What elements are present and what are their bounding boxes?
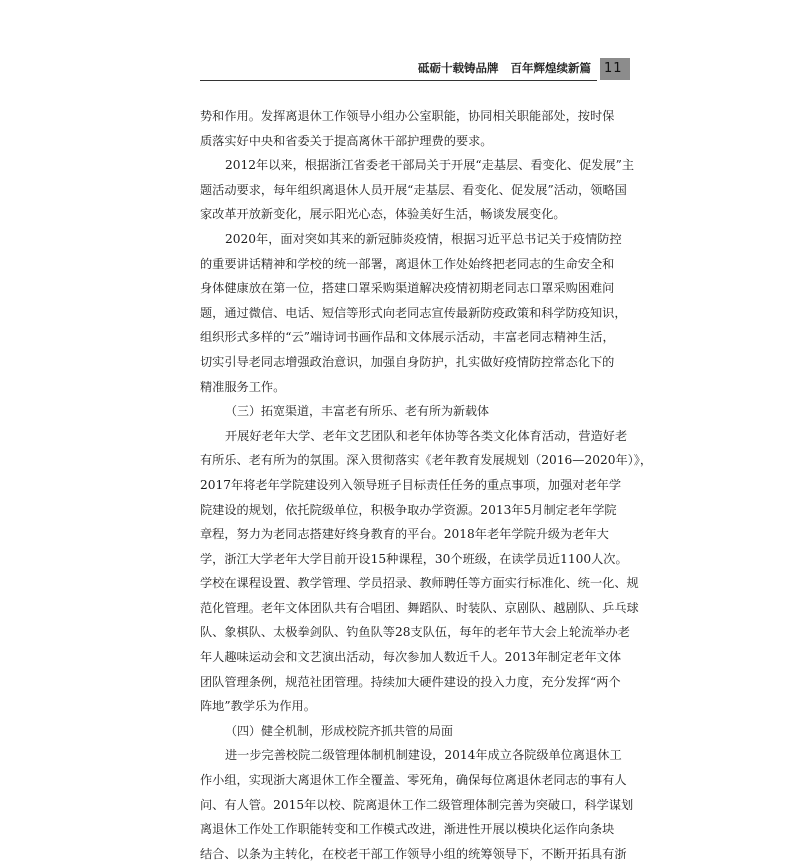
body-line: 题，通过微信、电话、短信等形式向老同志宣传最新防疫政策和科学防疫知识， <box>200 305 627 320</box>
body-line: 质落实好中央和省委关于提高离休干部护理费的要求。 <box>200 133 493 148</box>
body-line: 开展好老年大学、老年文艺团队和老年体协等各类文化体育活动，营造好老 <box>225 428 628 443</box>
body-line: 离退休工作处工作职能转变和工作模式改进，渐进性开展以模块化运作向条块 <box>200 822 615 837</box>
body-line: 结合、以条为主转化，在校老干部工作领导小组的统筹领导下，不断开拓具有浙 <box>200 846 627 861</box>
section-heading: （三）拓宽渠道，丰富老有所乐、老有所为新载体 <box>225 404 490 419</box>
section-heading: （四）健全机制，形成校院齐抓共管的局面 <box>225 723 454 738</box>
body-line: 题活动要求，每年组织离退休人员开展“走基层、看变化、促发展”活动，领略国 <box>200 182 627 197</box>
body-line: 年人趣味运动会和文艺演出活动，每次参加人数近千人。2013年制定老年文体 <box>200 650 622 665</box>
body-line: 作小组，实现浙大离退休工作全覆盖、零死角，确保每位离退休老同志的事有人 <box>200 773 627 788</box>
body-line: 2017年将老年学院建设列入领导班子目标责任任务的重点事项，加强对老年学 <box>200 477 622 492</box>
body-line: 组织形式多样的“云”端诗词书画作品和文体展示活动，丰富老同志精神生活， <box>200 330 615 345</box>
page-number: 11 <box>604 61 623 76</box>
body-line: 学，浙江大学老年大学目前开设15种课程，30个班级，在读学员近1100人次。 <box>200 551 628 566</box>
body-line: 学校在课程设置、教学管理、学员招录、教师聘任等方面实行标准化、统一化、规 <box>200 576 639 591</box>
header-title-right: 百年辉煌续新篇 <box>510 61 591 75</box>
page-body <box>200 104 653 866</box>
body-line: 2020年，面对突如其来的新冠肺炎疫情，根据习近平总书记关于疫情防控 <box>225 231 622 246</box>
body-line: 阵地”教学乐为作用。 <box>200 699 316 714</box>
body-line: 的重要讲话精神和学校的统一部署，离退休工作处始终把老同志的生命安全和 <box>200 256 615 271</box>
body-line: 章程，努力为老同志搭建好终身教育的平台。2018年老年学院升级为老年大 <box>200 527 609 542</box>
body-line: 院建设的规划，依托院级单位，积极争取办学资源。2013年5月制定老年学院 <box>200 502 617 517</box>
header-title-left: 砥砺十载铸品牌 <box>418 61 499 75</box>
body-line: 身体健康放在第一位，搭建口罩采购渠道解决疫情初期老同志口罩采购困难问 <box>200 281 615 296</box>
body-line: 切实引导老同志增强政治意识，加强自身防护，扎实做好疫情防控常态化下的 <box>200 354 615 369</box>
body-line: 2012年以来，根据浙江省委老干部局关于开展“走基层、看变化、促发展”主 <box>225 158 635 173</box>
body-line: 有所乐、老有所为的氛围。深入贯彻落实《老年教育发展规划（2016—2020年）》， <box>200 453 653 468</box>
body-line: 势和作用。发挥离退休工作领导小组办公室职能，协同相关职能部处，按时保 <box>200 109 615 123</box>
running-header <box>200 58 597 81</box>
running-header-title <box>418 60 591 76</box>
body-line: 精准服务工作。 <box>200 379 286 394</box>
body-line: 范化管理。老年文体团队共有合唱团、舞蹈队、时装队、京剧队、越剧队、乒乓球 <box>200 600 639 615</box>
body-line: 团队管理条例，规范社团管理。持续加大硬件建设的投入力度，充分发挥“两个 <box>200 674 621 689</box>
body-line: 家改革开放新变化，展示阳光心态，体验美好生活，畅谈发展变化。 <box>200 207 566 222</box>
body-line: 问、有人管。2015年以校、院离退休工作二级管理体制完善为突破口，科学谋划 <box>200 797 634 812</box>
body-line: 队、象棋队、太极拳剑队、钓鱼队等28支队伍，每年的老年节大会上轮流举办老 <box>200 625 630 640</box>
body-line: 进一步完善校院二级管理体制机制建设，2014年成立各院级单位离退休工 <box>225 748 622 763</box>
